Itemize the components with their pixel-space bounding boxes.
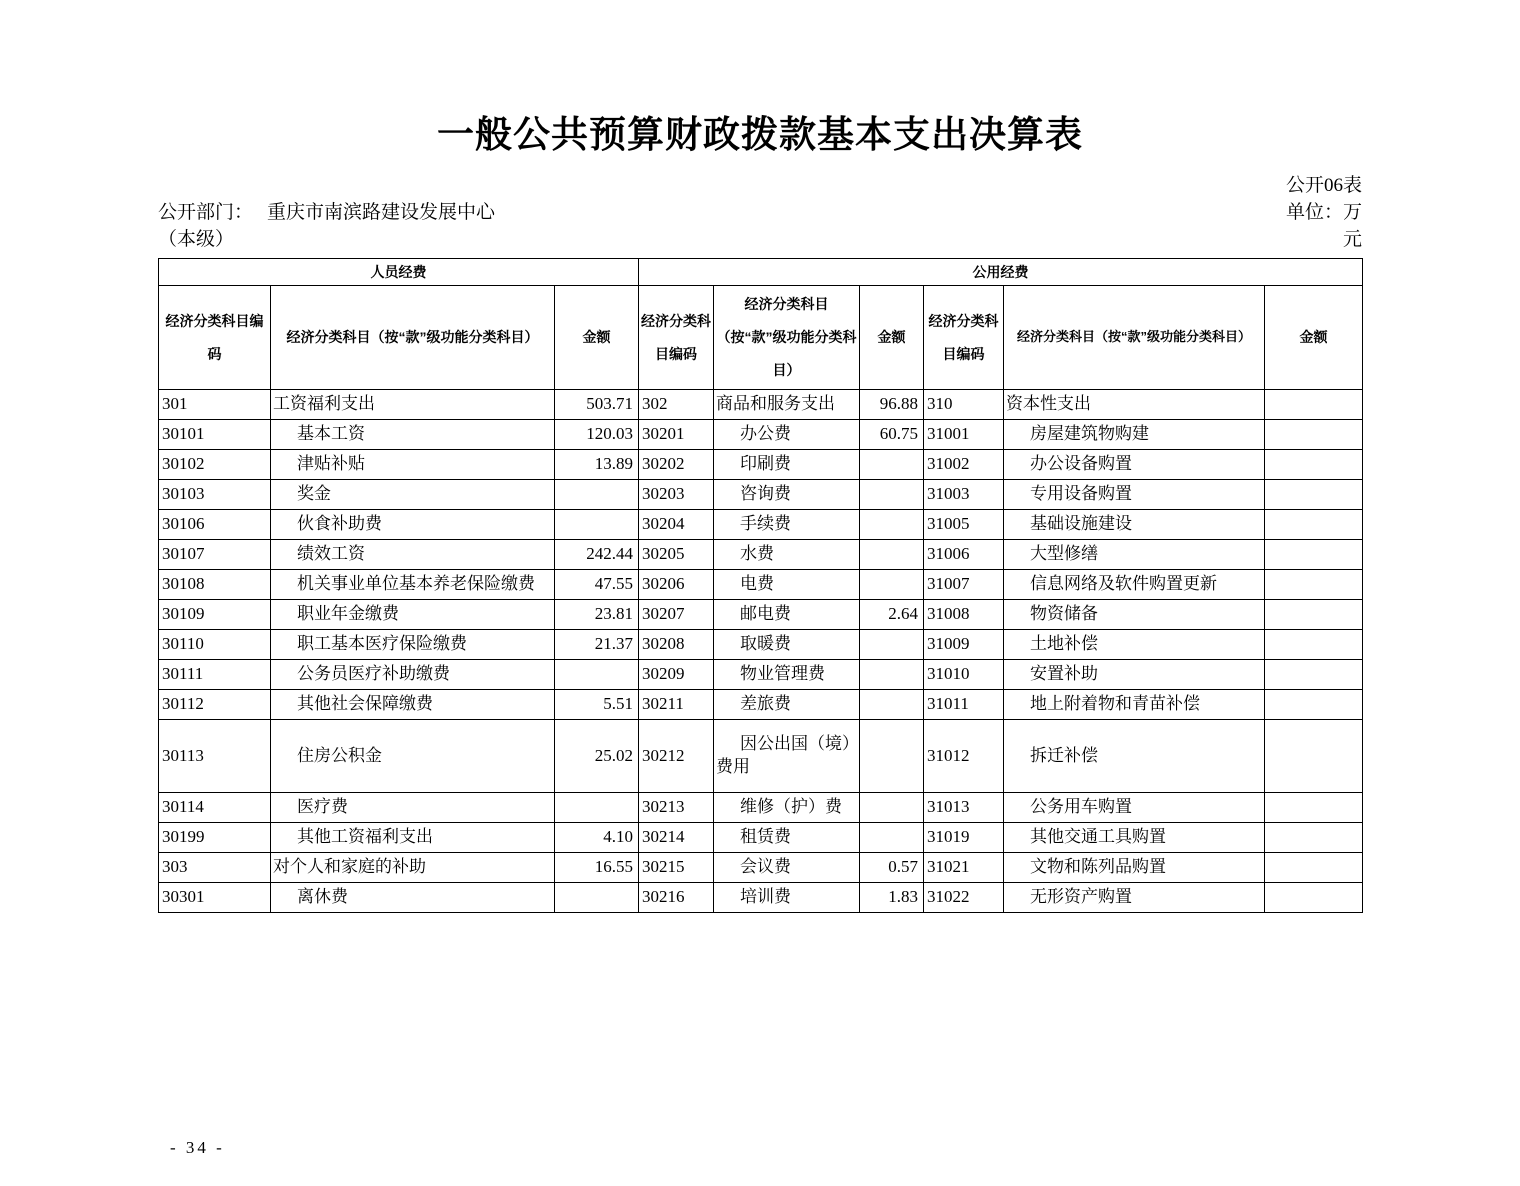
amount-cell: [860, 690, 924, 720]
table-row: [159, 853, 1363, 883]
table-row: [159, 450, 1363, 480]
amount-cell: [860, 793, 924, 823]
code-cell: 31012: [924, 720, 1004, 793]
column-header-code: 经济分类科目编码: [639, 286, 714, 390]
code-cell: 31003: [924, 480, 1004, 510]
amount-cell: 4.10: [555, 823, 639, 853]
code-cell: 31007: [924, 570, 1004, 600]
subject-cell: 其他工资福利支出: [271, 823, 555, 853]
subject-cell: 公务用车购置: [1004, 793, 1265, 823]
department-label: 公开部门：: [158, 202, 254, 223]
table-row: [159, 420, 1363, 450]
code-cell: 31010: [924, 660, 1004, 690]
subject-cell: 差旅费: [714, 690, 860, 720]
code-cell: 30301: [159, 883, 271, 913]
table-row: [159, 823, 1363, 853]
code-cell: 30109: [159, 600, 271, 630]
subject-cell: 水费: [714, 540, 860, 570]
table-row: [159, 540, 1363, 570]
subject-cell: 咨询费: [714, 480, 860, 510]
amount-cell: 21.37: [555, 630, 639, 660]
subject-cell: 机关事业单位基本养老保险缴费: [271, 570, 555, 600]
code-cell: 30201: [639, 420, 714, 450]
amount-cell: [860, 450, 924, 480]
subject-cell: 土地补偿: [1004, 630, 1265, 660]
amount-cell: [1265, 450, 1363, 480]
subject-cell: 物资储备: [1004, 600, 1265, 630]
code-cell: 30112: [159, 690, 271, 720]
table-row: [159, 690, 1363, 720]
column-header-amount: 金额: [1265, 286, 1363, 390]
amount-cell: [860, 510, 924, 540]
amount-cell: 47.55: [555, 570, 639, 600]
table-body: [159, 390, 1363, 913]
subject-cell: 职工基本医疗保险缴费: [271, 630, 555, 660]
amount-cell: [860, 570, 924, 600]
table-number: 公开06表: [1285, 175, 1362, 196]
code-cell: 31009: [924, 630, 1004, 660]
subject-cell: 资本性支出: [1004, 390, 1265, 420]
amount-cell: 23.81: [555, 600, 639, 630]
amount-cell: [1265, 793, 1363, 823]
subject-cell: 工资福利支出: [271, 390, 555, 420]
amount-cell: 120.03: [555, 420, 639, 450]
code-cell: 31021: [924, 853, 1004, 883]
code-cell: 30212: [639, 720, 714, 793]
table-row: [159, 883, 1363, 913]
code-cell: 30199: [159, 823, 271, 853]
subject-cell: 会议费: [714, 853, 860, 883]
code-cell: 30207: [639, 600, 714, 630]
subject-cell: 取暖费: [714, 630, 860, 660]
subject-cell: 地上附着物和青苗补偿: [1004, 690, 1265, 720]
code-cell: 30110: [159, 630, 271, 660]
subject-cell: 文物和陈列品购置: [1004, 853, 1265, 883]
code-cell: 30108: [159, 570, 271, 600]
code-cell: 31002: [924, 450, 1004, 480]
document-body: [158, 172, 1362, 913]
subject-cell: 房屋建筑物购建: [1004, 420, 1265, 450]
subject-cell: 医疗费: [271, 793, 555, 823]
amount-cell: [1265, 823, 1363, 853]
subject-cell: 手续费: [714, 510, 860, 540]
code-cell: 30103: [159, 480, 271, 510]
subject-cell: 维修（护）费: [714, 793, 860, 823]
subject-cell: 无形资产购置: [1004, 883, 1265, 913]
subject-cell: 绩效工资: [271, 540, 555, 570]
subject-cell: 其他交通工具购置: [1004, 823, 1265, 853]
unit-value: 元: [1342, 229, 1362, 250]
subject-cell: 住房公积金: [271, 720, 555, 793]
code-cell: 30205: [639, 540, 714, 570]
code-cell: 30102: [159, 450, 271, 480]
amount-cell: 0.57: [860, 853, 924, 883]
code-cell: 30203: [639, 480, 714, 510]
amount-cell: 60.75: [860, 420, 924, 450]
code-cell: 30113: [159, 720, 271, 793]
code-cell: 301: [159, 390, 271, 420]
department-level: （本级）: [158, 229, 235, 250]
section-header-public: 公用经费: [639, 259, 1363, 286]
code-cell: 31001: [924, 420, 1004, 450]
code-cell: 31008: [924, 600, 1004, 630]
subject-cell: 电费: [714, 570, 860, 600]
table-row: [159, 793, 1363, 823]
amount-cell: [1265, 540, 1363, 570]
amount-cell: 16.55: [555, 853, 639, 883]
subject-cell: 信息网络及软件购置更新: [1004, 570, 1265, 600]
code-cell: 30202: [639, 450, 714, 480]
code-cell: 30107: [159, 540, 271, 570]
subject-cell: 邮电费: [714, 600, 860, 630]
amount-cell: [555, 793, 639, 823]
amount-cell: [555, 883, 639, 913]
column-header-code: 经济分类科目编码: [924, 286, 1004, 390]
subject-cell: 商品和服务支出: [714, 390, 860, 420]
subject-cell: 租赁费: [714, 823, 860, 853]
amount-cell: [1265, 600, 1363, 630]
page-number: - 34 -: [170, 1138, 225, 1157]
subject-cell: 安置补助: [1004, 660, 1265, 690]
amount-cell: [860, 823, 924, 853]
amount-cell: [1265, 510, 1363, 540]
amount-cell: 1.83: [860, 883, 924, 913]
subject-cell: 培训费: [714, 883, 860, 913]
code-cell: 31022: [924, 883, 1004, 913]
column-header-amount: 金额: [555, 286, 639, 390]
table-row: [159, 720, 1363, 793]
amount-cell: 242.44: [555, 540, 639, 570]
code-cell: 30213: [639, 793, 714, 823]
code-cell: 30111: [159, 660, 271, 690]
page-title: 一般公共预算财政拨款基本支出决算表: [437, 114, 1083, 155]
section-header-personnel: 人员经费: [159, 259, 639, 286]
code-cell: 30211: [639, 690, 714, 720]
amount-cell: 2.64: [860, 600, 924, 630]
amount-cell: [1265, 570, 1363, 600]
amount-cell: [555, 660, 639, 690]
code-cell: 30208: [639, 630, 714, 660]
subject-cell: 办公设备购置: [1004, 450, 1265, 480]
table-row: [159, 510, 1363, 540]
budget-table: [158, 258, 1363, 913]
subject-cell: 拆迁补偿: [1004, 720, 1265, 793]
subject-cell: 大型修缮: [1004, 540, 1265, 570]
amount-cell: [860, 720, 924, 793]
amount-cell: 25.02: [555, 720, 639, 793]
amount-cell: [1265, 853, 1363, 883]
amount-cell: [1265, 480, 1363, 510]
column-header-subject: 经济分类科目（按“款”级功能分类科目）: [714, 286, 860, 390]
subject-cell: 专用设备购置: [1004, 480, 1265, 510]
subject-cell: 公务员医疗补助缴费: [271, 660, 555, 690]
amount-cell: [860, 630, 924, 660]
code-cell: 30216: [639, 883, 714, 913]
subject-cell: 办公费: [714, 420, 860, 450]
meta-block: [158, 199, 1362, 253]
amount-cell: [1265, 660, 1363, 690]
amount-cell: 96.88: [860, 390, 924, 420]
table-row: [159, 570, 1363, 600]
code-cell: 30215: [639, 853, 714, 883]
column-header-subject: 经济分类科目（按“款”级功能分类科目）: [271, 286, 555, 390]
subject-cell: 基础设施建设: [1004, 510, 1265, 540]
subject-cell: 奖金: [271, 480, 555, 510]
table-row: [159, 600, 1363, 630]
subject-cell: 伙食补助费: [271, 510, 555, 540]
code-cell: 31005: [924, 510, 1004, 540]
code-cell: 30206: [639, 570, 714, 600]
table-row: [159, 480, 1363, 510]
amount-cell: [1265, 390, 1363, 420]
amount-cell: [1265, 690, 1363, 720]
column-header-amount: 金额: [860, 286, 924, 390]
amount-cell: [860, 540, 924, 570]
table-row: [159, 630, 1363, 660]
code-cell: 30214: [639, 823, 714, 853]
code-cell: 30106: [159, 510, 271, 540]
subject-cell: 基本工资: [271, 420, 555, 450]
column-header-code: 经济分类科目编码: [159, 286, 271, 390]
code-cell: 31019: [924, 823, 1004, 853]
subject-cell: 对个人和家庭的补助: [271, 853, 555, 883]
amount-cell: [555, 510, 639, 540]
code-cell: 30114: [159, 793, 271, 823]
subject-cell: 物业管理费: [714, 660, 860, 690]
subject-cell: 离休费: [271, 883, 555, 913]
code-cell: 31013: [924, 793, 1004, 823]
code-cell: 303: [159, 853, 271, 883]
amount-cell: 5.51: [555, 690, 639, 720]
code-cell: 310: [924, 390, 1004, 420]
amount-cell: [860, 660, 924, 690]
subject-cell: 津贴补贴: [271, 450, 555, 480]
column-header-subject: 经济分类科目（按“款”级功能分类科目）: [1004, 286, 1265, 390]
code-cell: 30101: [159, 420, 271, 450]
table-row: [159, 390, 1363, 420]
unit-label: 单位：万: [1285, 202, 1362, 223]
code-cell: 30204: [639, 510, 714, 540]
table-row: [159, 660, 1363, 690]
amount-cell: [555, 480, 639, 510]
subject-cell: 其他社会保障缴费: [271, 690, 555, 720]
amount-cell: 503.71: [555, 390, 639, 420]
code-cell: 302: [639, 390, 714, 420]
subject-cell: 职业年金缴费: [271, 600, 555, 630]
amount-cell: [1265, 420, 1363, 450]
code-cell: 30209: [639, 660, 714, 690]
code-cell: 31006: [924, 540, 1004, 570]
subject-cell: 因公出国（境）费用: [714, 720, 860, 793]
amount-cell: [860, 480, 924, 510]
department-name: 重庆市南滨路建设发展中心: [267, 202, 496, 223]
amount-cell: [1265, 630, 1363, 660]
amount-cell: [1265, 883, 1363, 913]
code-cell: 31011: [924, 690, 1004, 720]
subject-cell: 印刷费: [714, 450, 860, 480]
amount-cell: [1265, 720, 1363, 793]
amount-cell: 13.89: [555, 450, 639, 480]
